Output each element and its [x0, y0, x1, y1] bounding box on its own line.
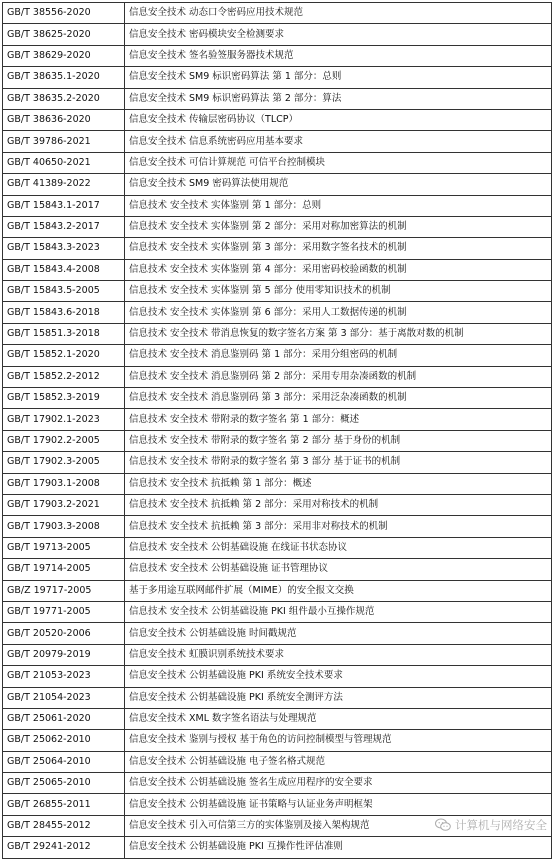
- standard-code: GB/T 19771-2005: [3, 601, 125, 622]
- standard-name: 基于多用途互联网邮件扩展（MIME）的安全报文交换: [125, 580, 552, 601]
- table-row: [3, 644, 552, 665]
- table-row: [3, 537, 552, 558]
- standard-name: 信息技术 安全技术 实体鉴别 第 6 部分：采用人工数据传递的机制: [125, 302, 552, 323]
- standard-code: GB/T 15851.3-2018: [3, 323, 125, 344]
- standard-name: 信息安全技术 引入可信第三方的实体鉴别及接入架构规范: [125, 815, 552, 836]
- standard-name: 信息安全技术 公钥基础设施 PKI 系统安全技术要求: [125, 666, 552, 687]
- standard-code: GB/T 17902.2-2005: [3, 430, 125, 451]
- table-row: [3, 773, 552, 794]
- table-row: [3, 623, 552, 644]
- standard-name: 信息技术 安全技术 实体鉴别 第 2 部分：采用对称加密算法的机制: [125, 216, 552, 237]
- standard-name: 信息安全技术 SM9 密码算法使用规范: [125, 174, 552, 195]
- standards-table-body: [3, 3, 552, 859]
- table-row: [3, 601, 552, 622]
- table-row: [3, 388, 552, 409]
- standard-code: GB/T 17902.3-2005: [3, 452, 125, 473]
- standard-code: GB/T 38629-2020: [3, 45, 125, 66]
- table-row: [3, 152, 552, 173]
- standard-name: 信息安全技术 可信计算规范 可信平台控制模块: [125, 152, 552, 173]
- standard-name: 信息技术 安全技术 公钥基础设施 PKI 组件最小互操作规范: [125, 601, 552, 622]
- standard-code: GB/T 39786-2021: [3, 131, 125, 152]
- standard-name: 信息安全技术 公钥基础设施 签名生成应用程序的安全要求: [125, 773, 552, 794]
- standard-code: GB/T 15852.2-2012: [3, 366, 125, 387]
- standard-name: 信息安全技术 鉴别与授权 基于角色的访问控制模型与管理规范: [125, 730, 552, 751]
- standard-code: GB/T 15843.3-2023: [3, 238, 125, 259]
- table-row: [3, 452, 552, 473]
- table-row: [3, 559, 552, 580]
- standard-code: GB/T 19714-2005: [3, 559, 125, 580]
- table-row: [3, 109, 552, 130]
- table-row: [3, 430, 552, 451]
- table-row: [3, 345, 552, 366]
- table-row: [3, 708, 552, 729]
- standard-name: 信息安全技术 公钥基础设施 PKI 系统安全测评方法: [125, 687, 552, 708]
- table-row: [3, 730, 552, 751]
- standard-code: GB/T 38556-2020: [3, 3, 125, 24]
- standard-name: 信息安全技术 信息系统密码应用基本要求: [125, 131, 552, 152]
- standard-code: GB/T 15843.6-2018: [3, 302, 125, 323]
- standard-name: 信息技术 安全技术 带消息恢复的数字签名方案 第 3 部分：基于离散对数的机制: [125, 323, 552, 344]
- standard-name: 信息安全技术 公钥基础设施 电子签名格式规范: [125, 751, 552, 772]
- standard-code: GB/T 21054-2023: [3, 687, 125, 708]
- standard-name: 信息安全技术 公钥基础设施 PKI 互操作性评估准则: [125, 837, 552, 858]
- standard-name: 信息技术 安全技术 带附录的数字签名 第 2 部分 基于身份的机制: [125, 430, 552, 451]
- table-row: [3, 67, 552, 88]
- standard-name: 信息技术 安全技术 消息鉴别码 第 1 部分：采用分组密码的机制: [125, 345, 552, 366]
- standard-code: GB/T 17902.1-2023: [3, 409, 125, 430]
- standard-name: 信息技术 安全技术 带附录的数字签名 第 3 部分 基于证书的机制: [125, 452, 552, 473]
- standard-name: 信息安全技术 XML 数字签名语法与处理规范: [125, 708, 552, 729]
- table-row: [3, 131, 552, 152]
- standard-code: GB/T 25061-2020: [3, 708, 125, 729]
- table-row: [3, 24, 552, 45]
- standard-name: 信息安全技术 动态口令密码应用技术规范: [125, 3, 552, 24]
- standard-name: 信息安全技术 SM9 标识密码算法 第 1 部分：总则: [125, 67, 552, 88]
- standard-name: 信息技术 安全技术 消息鉴别码 第 3 部分：采用泛杂凑函数的机制: [125, 388, 552, 409]
- table-row: [3, 494, 552, 515]
- standard-name: 信息技术 安全技术 实体鉴别 第 3 部分：采用数字签名技术的机制: [125, 238, 552, 259]
- standard-code: GB/T 25062-2010: [3, 730, 125, 751]
- watermark-text: 计算机与网络安全: [455, 818, 547, 832]
- standard-code: GB/T 25065-2010: [3, 773, 125, 794]
- table-row: [3, 281, 552, 302]
- table-row: [3, 88, 552, 109]
- standard-code: GB/T 25064-2010: [3, 751, 125, 772]
- standard-name: 信息安全技术 虹膜识别系统技术要求: [125, 644, 552, 665]
- table-row: [3, 794, 552, 815]
- standard-name: 信息技术 安全技术 抗抵赖 第 2 部分：采用对称技术的机制: [125, 494, 552, 515]
- table-row: [3, 516, 552, 537]
- standard-code: GB/Z 19717-2005: [3, 580, 125, 601]
- table-row: [3, 666, 552, 687]
- table-row: [3, 302, 552, 323]
- standard-name: 信息技术 安全技术 消息鉴别码 第 2 部分：采用专用杂凑函数的机制: [125, 366, 552, 387]
- standard-code: GB/T 38625-2020: [3, 24, 125, 45]
- standard-code: GB/T 15843.5-2005: [3, 281, 125, 302]
- standard-name: 信息安全技术 公钥基础设施 证书策略与认证业务声明框架: [125, 794, 552, 815]
- standard-code: GB/T 15852.1-2020: [3, 345, 125, 366]
- table-row: [3, 366, 552, 387]
- standard-code: GB/T 15843.1-2017: [3, 195, 125, 216]
- standard-name: 信息安全技术 SM9 标识密码算法 第 2 部分：算法: [125, 88, 552, 109]
- standard-name: 信息安全技术 公钥基础设施 时间戳规范: [125, 623, 552, 644]
- standard-code: GB/T 15843.2-2017: [3, 216, 125, 237]
- standard-code: GB/T 38636-2020: [3, 109, 125, 130]
- table-row: [3, 3, 552, 24]
- table-row: [3, 837, 552, 858]
- standard-code: GB/T 28455-2012: [3, 815, 125, 836]
- standard-code: GB/T 26855-2011: [3, 794, 125, 815]
- table-row: [3, 195, 552, 216]
- standard-name: 信息技术 安全技术 抗抵赖 第 1 部分：概述: [125, 473, 552, 494]
- table-row: [3, 473, 552, 494]
- standard-code: GB/T 40650-2021: [3, 152, 125, 173]
- standard-name: 信息技术 安全技术 抗抵赖 第 3 部分：采用非对称技术的机制: [125, 516, 552, 537]
- standard-name: 信息安全技术 密码模块安全检测要求: [125, 24, 552, 45]
- standard-code: GB/T 20979-2019: [3, 644, 125, 665]
- standard-code: GB/T 19713-2005: [3, 537, 125, 558]
- table-row: [3, 687, 552, 708]
- table-row: [3, 259, 552, 280]
- table-row: [3, 409, 552, 430]
- standard-code: GB/T 41389-2022: [3, 174, 125, 195]
- table-row: [3, 45, 552, 66]
- standard-name: 信息技术 安全技术 实体鉴别 第 5 部分 使用零知识技术的机制: [125, 281, 552, 302]
- table-row: [3, 238, 552, 259]
- standard-name: 信息安全技术 传输层密码协议（TLCP）: [125, 109, 552, 130]
- standard-code: GB/T 15852.3-2019: [3, 388, 125, 409]
- standard-name: 信息技术 安全技术 实体鉴别 第 1 部分：总则: [125, 195, 552, 216]
- standard-code: GB/T 17903.2-2021: [3, 494, 125, 515]
- standard-code: GB/T 29241-2012: [3, 837, 125, 858]
- standard-name: 信息技术 安全技术 公钥基础设施 证书管理协议: [125, 559, 552, 580]
- standard-name: 信息技术 安全技术 带附录的数字签名 第 1 部分：概述: [125, 409, 552, 430]
- standards-table: [2, 2, 552, 859]
- standard-name: 信息安全技术 签名验签服务器技术规范: [125, 45, 552, 66]
- wechat-icon: [435, 818, 451, 832]
- table-row: [3, 751, 552, 772]
- standard-code: GB/T 38635.2-2020: [3, 88, 125, 109]
- watermark: [435, 817, 547, 833]
- standard-code: GB/T 21053-2023: [3, 666, 125, 687]
- standard-name: 信息技术 安全技术 公钥基础设施 在线证书状态协议: [125, 537, 552, 558]
- table-row: [3, 323, 552, 344]
- table-row: [3, 174, 552, 195]
- standard-code: GB/T 17903.3-2008: [3, 516, 125, 537]
- standard-code: GB/T 20520-2006: [3, 623, 125, 644]
- standard-code: GB/T 15843.4-2008: [3, 259, 125, 280]
- standard-code: GB/T 38635.1-2020: [3, 67, 125, 88]
- standard-name: 信息技术 安全技术 实体鉴别 第 4 部分：采用密码校验函数的机制: [125, 259, 552, 280]
- table-row: [3, 580, 552, 601]
- standard-code: GB/T 17903.1-2008: [3, 473, 125, 494]
- table-row: [3, 216, 552, 237]
